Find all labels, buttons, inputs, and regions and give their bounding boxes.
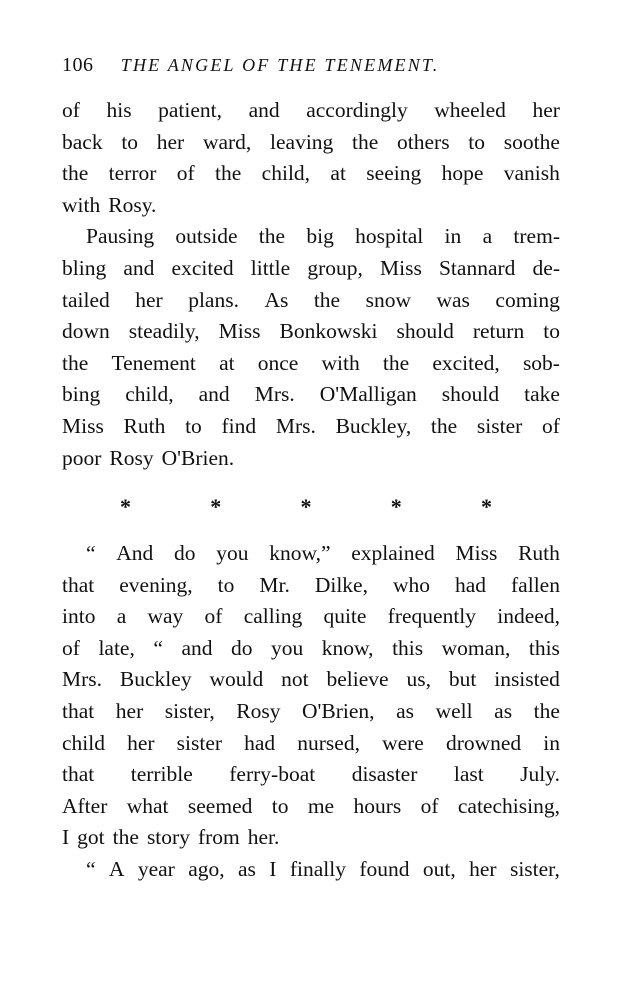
text-line: “ And do you know,” explained Miss Ruth — [86, 541, 560, 565]
text-line: the Tenement at once with the excited, sob- — [62, 350, 560, 375]
text-line: poor Rosy O'Brien. — [62, 445, 235, 470]
text-line: Pausing outside the big hospital in a trem- — [86, 224, 560, 249]
section-separator — [120, 494, 492, 520]
asterisk: * — [120, 494, 131, 519]
asterisk: * — [300, 494, 312, 519]
text-line: with Rosy. — [62, 192, 157, 217]
text-line: Miss Ruth to find Mrs. Buckley, the sister of — [62, 413, 560, 438]
asterisk: * — [390, 494, 402, 519]
text-line: Mrs. Buckley would not believe us, but insisted — [62, 667, 560, 692]
text-line: that evening, to Mr. Dilke, who had fallen — [62, 572, 560, 597]
text-line: that her sister, Rosy O'Brien, as well as the — [62, 698, 560, 723]
text-line: I got the story from her. — [62, 825, 280, 850]
text-block-bottom — [62, 538, 560, 886]
text-line: the terror of the child, at seeing hope vanish — [62, 161, 560, 186]
text-line: child her sister had nursed, were drowned in — [62, 730, 560, 755]
text-line: bing child, and Mrs. O'Malligan should take — [62, 382, 560, 407]
running-head — [62, 54, 562, 82]
text-block-top — [62, 95, 560, 474]
running-title: THE ANGEL OF THE TENEMENT. — [120, 55, 440, 75]
text-line: that terrible ferry-boat disaster last July. — [62, 762, 560, 787]
text-line: After what seemed to me hours of catechising, — [62, 793, 560, 818]
page-number: 106 — [62, 54, 94, 76]
text-line: “ A year ago, as I finally found out, her sister, — [86, 856, 560, 881]
text-line: tailed her plans. As the snow was coming — [62, 287, 560, 312]
text-line: bling and excited little group, Miss Stannard de- — [62, 255, 560, 280]
asterisk: * — [481, 494, 492, 519]
text-line: of his patient, and accordingly wheeled her — [62, 98, 560, 122]
text-line: down steadily, Miss Bonkowski should return to — [62, 319, 560, 344]
text-line: of late, “ and do you know, this woman, this — [62, 635, 560, 660]
text-line: back to her ward, leaving the others to soothe — [62, 129, 560, 154]
asterisk: * — [210, 494, 222, 519]
text-line: into a way of calling quite frequently indeed, — [62, 604, 560, 629]
